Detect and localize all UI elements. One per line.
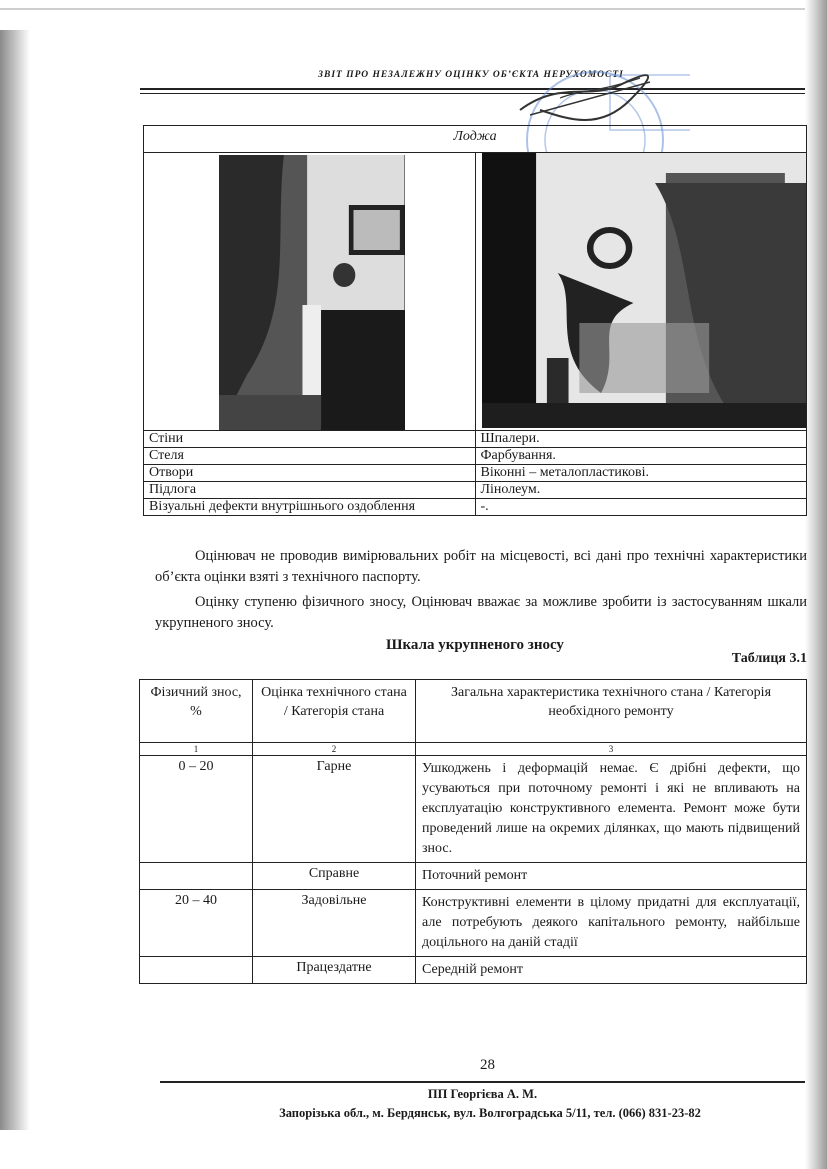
loggia-row-label: Стеля: [144, 448, 476, 465]
table-row: [140, 756, 807, 863]
loggia-row-value: Лінолеум.: [475, 482, 807, 499]
page-edge: [0, 8, 827, 10]
table-number: Таблиця 3.1: [731, 651, 807, 666]
state-label: Справне: [253, 863, 416, 890]
scan-shadow-right: [805, 0, 827, 1169]
company-name: ПП Георгієва А. М.: [427, 1087, 538, 1101]
wear-range: 0 – 20: [140, 756, 253, 863]
loggia-table: [143, 125, 807, 516]
column-header: Оцінка технічного стана / Категорія стана: [253, 680, 416, 743]
state-label: Працездатне: [253, 957, 416, 984]
wear-range: [140, 863, 253, 890]
column-header: Загальна характеристика технічного стана / Категорія необхідного ремонту: [416, 680, 807, 743]
table-row: [140, 957, 807, 984]
photo-cell-left: [144, 153, 476, 431]
page-number: 28: [480, 1057, 495, 1073]
header-rule: [140, 93, 805, 94]
report-header-title: ЗВІТ ПРО НЕЗАЛЕЖНУ ОЦІНКУ ОБ’ЄКТА НЕРУХОМОСТІ: [318, 70, 624, 80]
loggia-row-value: Віконні – металопластикові.: [475, 465, 807, 482]
loggia-row-value: Фарбування.: [475, 448, 807, 465]
column-number: 2: [253, 743, 416, 756]
state-description: Поточний ремонт: [416, 863, 807, 890]
photo-cell-right: [475, 153, 807, 431]
scale-title: Шкала укрупненого зносу: [386, 637, 564, 653]
table-row: [140, 890, 807, 957]
scan-shadow-left: [0, 30, 30, 1130]
column-number: 1: [140, 743, 253, 756]
loggia-row-label: Підлога: [144, 482, 476, 499]
loggia-photo-right: [482, 153, 807, 428]
paragraph-wear-scale: Оцінку ступеню фізичного зносу, Оцінювач вважає за можливе зробити із застосуванням шкали укрупненого зносу.: [155, 594, 807, 631]
column-header: Фізичний знос, %: [140, 680, 253, 743]
wear-range: 20 – 40: [140, 890, 253, 957]
loggia-row-label: Візуальні дефекти внутрішнього оздоблення: [144, 499, 476, 516]
loggia-row-value: -.: [475, 499, 807, 516]
state-label: Гарне: [253, 756, 416, 863]
wear-range: [140, 957, 253, 984]
loggia-row-label: Отвори: [144, 465, 476, 482]
loggia-photo-left: [219, 155, 405, 430]
loggia-row-label: Стіни: [144, 431, 476, 448]
loggia-caption: Лоджа: [144, 126, 807, 153]
table-row: [140, 863, 807, 890]
state-description: Середній ремонт: [416, 957, 807, 984]
wear-scale-table: [139, 679, 807, 984]
footer-rule: [160, 1081, 805, 1083]
state-description: Конструктивні елементи в цілому придатні для експлуатації, але потребують деякого капітального ремонту, найбільше доцільного на даній стадії: [416, 890, 807, 957]
header-rule: [140, 88, 805, 90]
paragraph-measurements: Оцінювач не проводив вимірювальних робіт на місцевості, всі дані про технічні характеристики об’єкта оцінки взяті з технічного паспорту.: [155, 548, 807, 585]
state-description: Ушкоджень і деформацій немає. Є дрібні дефекти, що усуваються при поточному ремонті і які не впливають на експлуатацію конструктивного елемента. Ремонт може бути проведений лише на окремих ділянках, що мають підвищений знос.: [416, 756, 807, 863]
column-number: 3: [416, 743, 807, 756]
state-label: Задовільне: [253, 890, 416, 957]
loggia-row-value: Шпалери.: [475, 431, 807, 448]
company-address: Запорізька обл., м. Бердянськ, вул. Волгоградська 5/11, тел. (066) 831-23-82: [279, 1106, 701, 1120]
